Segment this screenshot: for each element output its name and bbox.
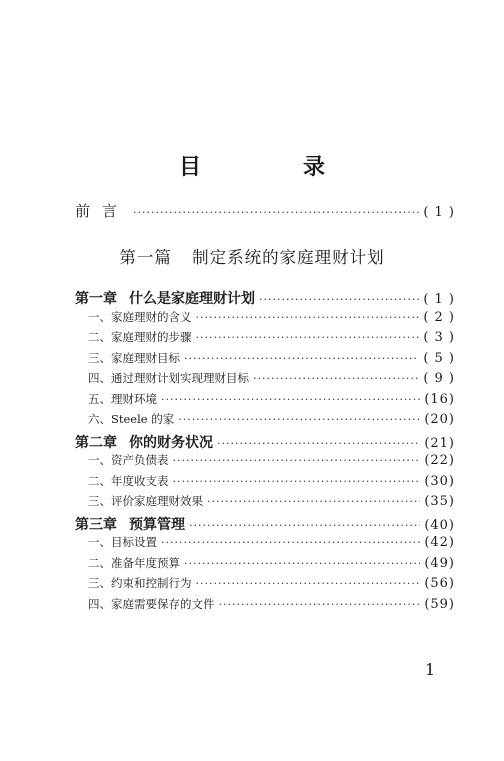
leader-dots: [173, 475, 421, 488]
toc-entry-page: (21): [424, 435, 455, 451]
toc-section: [75, 596, 455, 612]
toc-entry-page: (35): [424, 494, 455, 509]
leader-dots: [133, 206, 419, 219]
toc-section: [75, 555, 455, 571]
toc-chapter: [75, 288, 455, 308]
toc-entry-page: (30): [424, 473, 455, 489]
part-name: 制定系统的家庭理财计划: [192, 248, 385, 267]
toc-section: [75, 391, 455, 407]
leader-dots: [189, 519, 420, 532]
toc-entry-label: 一、目标设置: [88, 535, 157, 549]
toc-entry-label: 三、约束和控制行为: [88, 576, 192, 590]
toc-entry-page: ( 3 ): [423, 330, 455, 345]
toc-entry-page: (56): [424, 576, 455, 591]
toc-entry-label: 六、Steele 的家: [88, 412, 175, 426]
leader-dots: [196, 331, 420, 344]
toc-section: [75, 452, 455, 468]
toc-entry-label: [75, 514, 185, 534]
toc-chapter: [75, 514, 455, 534]
toc-section: [75, 370, 455, 386]
toc-entry-label: 四、通过理财计划实现理财目标: [88, 371, 249, 385]
toc-entry-page: ( 1 ): [423, 292, 455, 307]
toc-entry-page: (16): [424, 391, 455, 407]
chapter-title: 什么是家庭理财计划: [129, 291, 255, 307]
toc-section: [75, 534, 455, 550]
toc-entry-page: (42): [424, 535, 455, 550]
toc-entry-page: ( 9 ): [423, 371, 455, 386]
toc-entry-label: [75, 288, 255, 308]
chapter-title: 预算管理: [129, 516, 185, 533]
toc-entry-page: ( 2 ): [423, 309, 455, 325]
toc-entry-page: ( 5 ): [423, 350, 455, 366]
toc-entry-label: 二、准备年度预算: [88, 555, 180, 570]
leader-dots: [173, 454, 421, 467]
leader-dots: [161, 393, 420, 406]
toc-entry-label: 四、家庭需要保存的文件: [88, 596, 215, 611]
leader-dots: [253, 372, 419, 385]
leader-dots: [184, 352, 419, 365]
toc-entry-label: 三、家庭理财目标: [88, 350, 180, 365]
toc-section: [75, 309, 455, 325]
toc-chapter: [75, 432, 455, 452]
chapter-title: 你的财务状况: [129, 434, 213, 451]
toc-section: [75, 411, 455, 427]
page-number: 1: [425, 660, 436, 679]
page-title: 目 录: [178, 155, 365, 180]
chapter-number: 第二章: [75, 434, 117, 451]
toc-entry-label: 二、年度收支表: [88, 473, 169, 488]
leader-dots: [219, 598, 421, 611]
toc-section: [75, 350, 455, 366]
toc-entry-label: 一、资产负债表: [88, 453, 169, 467]
toc-entry-page: (59): [424, 596, 455, 612]
leader-dots: [184, 557, 420, 570]
toc-entry-label: 二、家庭理财的步骤: [88, 330, 192, 344]
toc-section: [75, 575, 455, 591]
toc-entry-label: 五、理财环境: [88, 391, 157, 406]
toc-entry-page: (49): [424, 555, 455, 571]
toc-entry-page: ( 1 ): [423, 205, 455, 220]
chapter-number: 第一章: [75, 291, 117, 307]
toc-entry-label: 前言: [75, 202, 130, 220]
leader-dots: [207, 495, 420, 508]
leader-dots: [196, 577, 421, 590]
leader-dots: [259, 293, 419, 306]
chapter-number: 第三章: [75, 516, 117, 533]
leader-dots: [217, 437, 420, 450]
toc-entry-preface: [75, 200, 455, 221]
toc-entry-label: 三、评价家庭理财效果: [88, 494, 203, 508]
leader-dots: [178, 413, 420, 426]
toc-entry-page: (22): [424, 453, 455, 468]
leader-dots: [161, 536, 420, 549]
part-number: 第一篇: [119, 248, 172, 267]
toc-entry-label: 一、家庭理财的含义: [88, 309, 192, 324]
toc-section: [75, 329, 455, 345]
part-title: [0, 244, 504, 268]
toc-section: [75, 493, 455, 509]
toc-section: [75, 473, 455, 489]
leader-dots: [196, 311, 420, 324]
toc-entry-page: (20): [424, 412, 455, 427]
toc-entry-page: (40): [424, 517, 455, 533]
toc-entry-label: [75, 432, 213, 452]
